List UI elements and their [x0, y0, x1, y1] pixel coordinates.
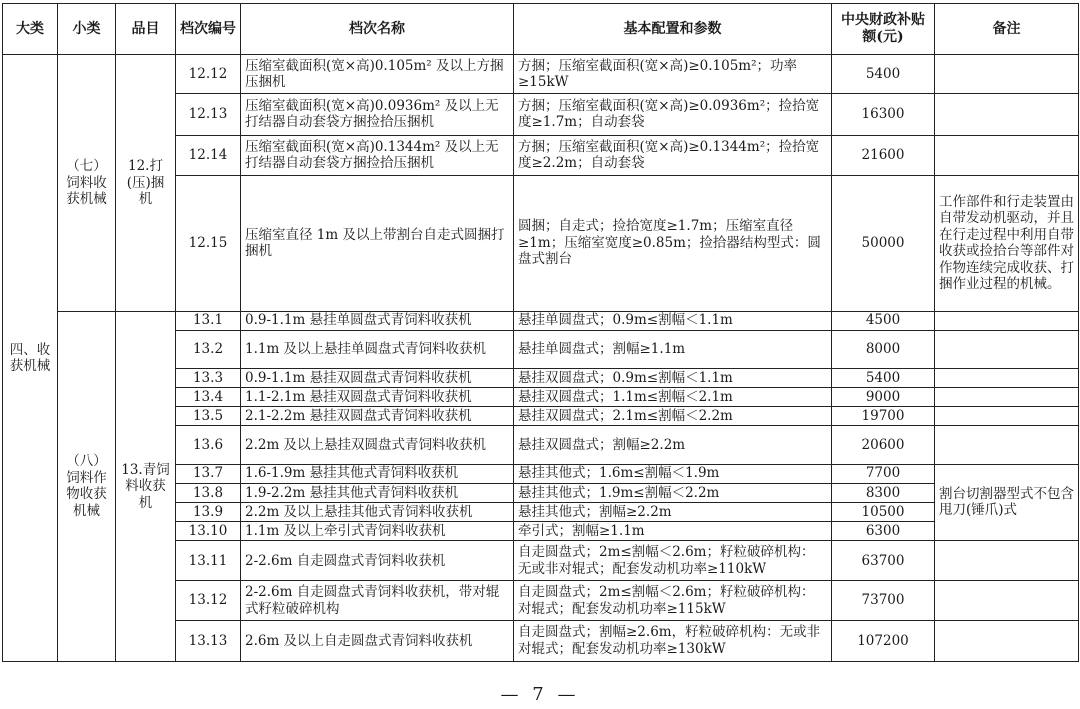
- header-category: 大类: [3, 4, 58, 55]
- level-name: 1.9-2.2m 悬挂其他式青饲料收获机: [241, 483, 514, 502]
- subsidy-table: [2, 3, 1079, 662]
- level-no: 13.5: [176, 407, 241, 426]
- level-name: 2.6m 及以上自走圆盘式青饲料收获机: [241, 620, 514, 661]
- subsidy: 8000: [832, 330, 935, 368]
- remark-empty: [935, 94, 1079, 135]
- table-row: [3, 55, 1079, 94]
- level-no: 13.9: [176, 502, 241, 521]
- subsidy: 107200: [832, 620, 935, 661]
- header-subsidy: 中央财政补贴额(元): [832, 4, 935, 55]
- remark-empty: [935, 407, 1079, 426]
- subsidy: 21600: [832, 135, 935, 175]
- level-name: 2.2m 及以上悬挂双圆盘式青饲料收获机: [241, 426, 514, 464]
- subsidy: 5400: [832, 55, 935, 94]
- header-level-no: 档次编号: [176, 4, 241, 55]
- remark-empty: [935, 426, 1079, 464]
- subcategory-cell: （八）饲料作物收获机械: [58, 311, 116, 661]
- subsidy: 63700: [832, 541, 935, 581]
- level-name: 2-2.6m 自走圆盘式青饲料收获机，带对辊式籽粒破碎机构: [241, 581, 514, 620]
- config: 方捆；压缩室截面积(宽×高)≥0.1344m²；捡拾宽度≥2.2m；自动套袋: [514, 135, 832, 175]
- remark-cell: 割台切割器型式不包含甩刀(锤爪)式: [935, 464, 1079, 541]
- level-no: 12.12: [176, 55, 241, 94]
- header-config: 基本配置和参数: [514, 4, 832, 55]
- level-name: 2-2.6m 自走圆盘式青饲料收获机: [241, 541, 514, 581]
- config: 方捆；压缩室截面积(宽×高)≥0.0936m²；捡拾宽度≥1.7m；自动套袋: [514, 94, 832, 135]
- header-remark: 备注: [935, 4, 1079, 55]
- level-no: 12.14: [176, 135, 241, 175]
- remark-empty: [935, 311, 1079, 330]
- config: 悬挂其他式；1.9m≤割幅＜2.2m: [514, 483, 832, 502]
- remark-empty: [935, 620, 1079, 661]
- level-name: 压缩室直径 1m 及以上带割台自走式圆捆打捆机: [241, 175, 514, 311]
- level-name: 0.9-1.1m 悬挂单圆盘式青饲料收获机: [241, 311, 514, 330]
- subsidy: 16300: [832, 94, 935, 135]
- table-row: [3, 311, 1079, 330]
- subsidy: 20600: [832, 426, 935, 464]
- level-name: 1.1m 及以上悬挂单圆盘式青饲料收获机: [241, 330, 514, 368]
- remark-empty: [935, 541, 1079, 581]
- config: 悬挂双圆盘式；2.1m≤割幅＜2.2m: [514, 407, 832, 426]
- level-name: 2.2m 及以上悬挂其他式青饲料收获机: [241, 502, 514, 521]
- page-number: — 7 —: [500, 684, 580, 705]
- remark-empty: [935, 135, 1079, 175]
- header-level-name: 档次名称: [241, 4, 514, 55]
- item-cell: 13.青饲料收获机: [116, 311, 176, 661]
- level-name: 1.1-2.1m 悬挂双圆盘式青饲料收获机: [241, 388, 514, 407]
- level-no: 13.10: [176, 522, 241, 541]
- level-name: 0.9-1.1m 悬挂双圆盘式青饲料收获机: [241, 369, 514, 388]
- level-no: 13.4: [176, 388, 241, 407]
- level-name: 压缩室截面积(宽×高)0.1344m² 及以上无打结器自动套袋方捆捡拾压捆机: [241, 135, 514, 175]
- level-no: 13.1: [176, 311, 241, 330]
- level-no: 12.15: [176, 175, 241, 311]
- level-name: 2.1-2.2m 悬挂双圆盘式青饲料收获机: [241, 407, 514, 426]
- level-no: 13.6: [176, 426, 241, 464]
- subsidy: 9000: [832, 388, 935, 407]
- level-name: 1.1m 及以上牵引式青饲料收获机: [241, 522, 514, 541]
- header-row: [3, 4, 1079, 55]
- level-no: 13.7: [176, 464, 241, 483]
- config: 圆捆；自走式；捡拾宽度≥1.7m；压缩室直径≥1m；压缩室宽度≥0.85m；捡拾器结构型式：圆盘式割台: [514, 175, 832, 311]
- config: 自走圆盘式；2m≤割幅＜2.6m；籽粒破碎机构：无或非对辊式；配套发动机功率≥110kW: [514, 541, 832, 581]
- subsidy: 19700: [832, 407, 935, 426]
- level-no: 13.13: [176, 620, 241, 661]
- config: 悬挂单圆盘式；0.9m≤割幅＜1.1m: [514, 311, 832, 330]
- subsidy: 50000: [832, 175, 935, 311]
- level-name: 压缩室截面积(宽×高)0.0936m² 及以上无打结器自动套袋方捆捡拾压捆机: [241, 94, 514, 135]
- remark-empty: [935, 330, 1079, 368]
- level-name: 压缩室截面积(宽×高)0.105m² 及以上方捆压捆机: [241, 55, 514, 94]
- config: 自走圆盘式；2m≤割幅＜2.6m；籽粒破碎机构：对辊式；配套发动机功率≥115kW: [514, 581, 832, 620]
- config: 方捆；压缩室截面积(宽×高)≥0.105m²；功率≥15kW: [514, 55, 832, 94]
- subsidy: 10500: [832, 502, 935, 521]
- item-cell: 12.打(压)捆机: [116, 55, 176, 312]
- config: 悬挂其他式；割幅≥2.2m: [514, 502, 832, 521]
- header-item: 品目: [116, 4, 176, 55]
- level-no: 13.3: [176, 369, 241, 388]
- level-no: 13.2: [176, 330, 241, 368]
- level-no: 13.8: [176, 483, 241, 502]
- subsidy: 5400: [832, 369, 935, 388]
- remark-empty: [935, 581, 1079, 620]
- remark-empty: [935, 55, 1079, 94]
- level-no: 12.13: [176, 94, 241, 135]
- config: 牵引式；割幅≥1.1m: [514, 522, 832, 541]
- subsidy: 73700: [832, 581, 935, 620]
- config: 悬挂双圆盘式；割幅≥2.2m: [514, 426, 832, 464]
- subsidy: 8300: [832, 483, 935, 502]
- level-no: 13.12: [176, 581, 241, 620]
- remark-empty: [935, 388, 1079, 407]
- level-no: 13.11: [176, 541, 241, 581]
- header-subcategory: 小类: [58, 4, 116, 55]
- subsidy: 7700: [832, 464, 935, 483]
- config: 悬挂单圆盘式；割幅≥1.1m: [514, 330, 832, 368]
- subsidy: 6300: [832, 522, 935, 541]
- remark-cell: 工作部件和行走装置由自带发动机驱动，并且在行走过程中利用自带收获或捡拾台等部件对作物连续完成收获、打捆作业过程的机械。: [935, 175, 1079, 311]
- remark-empty: [935, 369, 1079, 388]
- config: 悬挂双圆盘式；1.1m≤割幅＜2.1m: [514, 388, 832, 407]
- subsidy: 4500: [832, 311, 935, 330]
- config: 悬挂其他式；1.6m≤割幅＜1.9m: [514, 464, 832, 483]
- level-name: 1.6-1.9m 悬挂其他式青饲料收获机: [241, 464, 514, 483]
- config: 自走圆盘式；割幅≥2.6m，籽粒破碎机构：无或非对辊式；配套发动机功率≥130kW: [514, 620, 832, 661]
- config: 悬挂双圆盘式；0.9m≤割幅＜1.1m: [514, 369, 832, 388]
- category-cell: 四、收获机械: [3, 55, 58, 662]
- subcategory-cell: （七）饲料收获机械: [58, 55, 116, 312]
